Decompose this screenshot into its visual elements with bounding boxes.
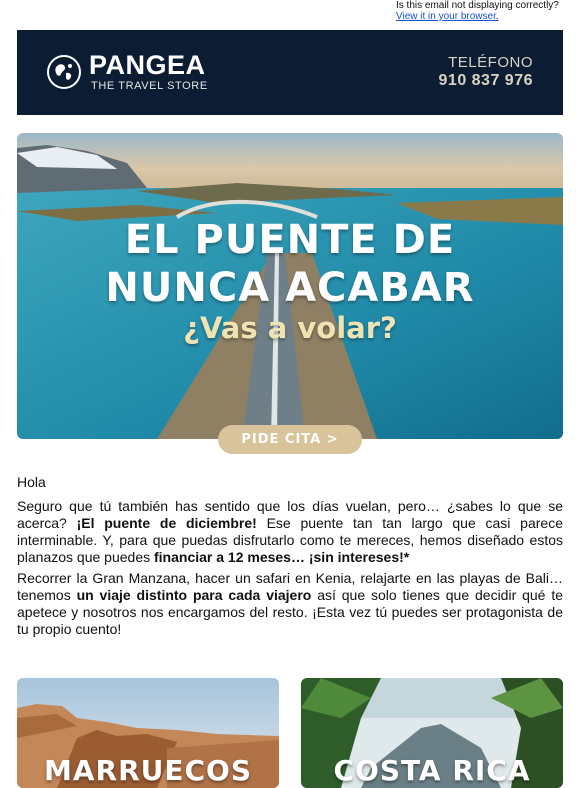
preheader <box>396 0 559 22</box>
view-in-browser-link[interactable]: View it in your browser. <box>396 11 499 22</box>
hero-title-line2: NUNCA ACABAR <box>105 265 475 311</box>
highlight-viaje: un viaje distinto para cada viajero <box>76 587 312 603</box>
phone-label: TELÉFONO <box>448 54 533 71</box>
greeting: Hola <box>17 474 46 490</box>
destination-card-marruecos[interactable] <box>17 678 279 788</box>
globe-logo-icon <box>47 55 81 89</box>
hero-title-line1: EL PUENTE DE <box>124 217 456 263</box>
brand-tagline: THE TRAVEL STORE <box>91 80 208 92</box>
hero-subtitle: ¿Vas a volar? <box>183 311 397 345</box>
preheader-text: Is this email not displaying correctly? <box>396 0 559 11</box>
highlight-puente: ¡El puente de diciembre! <box>76 515 257 531</box>
brand-name: PANGEA <box>89 50 206 80</box>
destination-card-costa-rica[interactable] <box>301 678 563 788</box>
highlight-financiar: financiar a 12 meses… ¡sin intereses!* <box>154 549 410 565</box>
offer-paragraph: Recorrer la Gran Manzana, hacer un safari en Kenia, relajarte en las playas de Bali… tenemos un viaje distinto para cada viajero así que solo tienes que decidir qué te apetece y nosotros nos encargamos del resto. ¡Esta vez tú puedes ser protagonista de tu propio cuento! <box>17 570 564 637</box>
hero-banner[interactable] <box>17 133 563 439</box>
email-header <box>17 30 563 115</box>
pide-cita-button[interactable]: PIDE CITA > <box>218 425 362 454</box>
phone-number[interactable]: 910 837 976 <box>438 72 533 89</box>
intro-paragraph: Seguro que tú también has sentido que los días vuelan, pero… ¿sabes lo que se acerca? ¡El puente de diciembre! Ese puente tan tan largo que casi parece interminable. Y, para que puedas disfrutarlo como te mereces, hemos diseñado estos planazos que puedes financiar a 12 meses… ¡sin intereses!* <box>17 498 563 565</box>
card-title-costa-rica: COSTA RICA <box>333 754 531 787</box>
card-title-marruecos: MARRUECOS <box>43 754 253 787</box>
